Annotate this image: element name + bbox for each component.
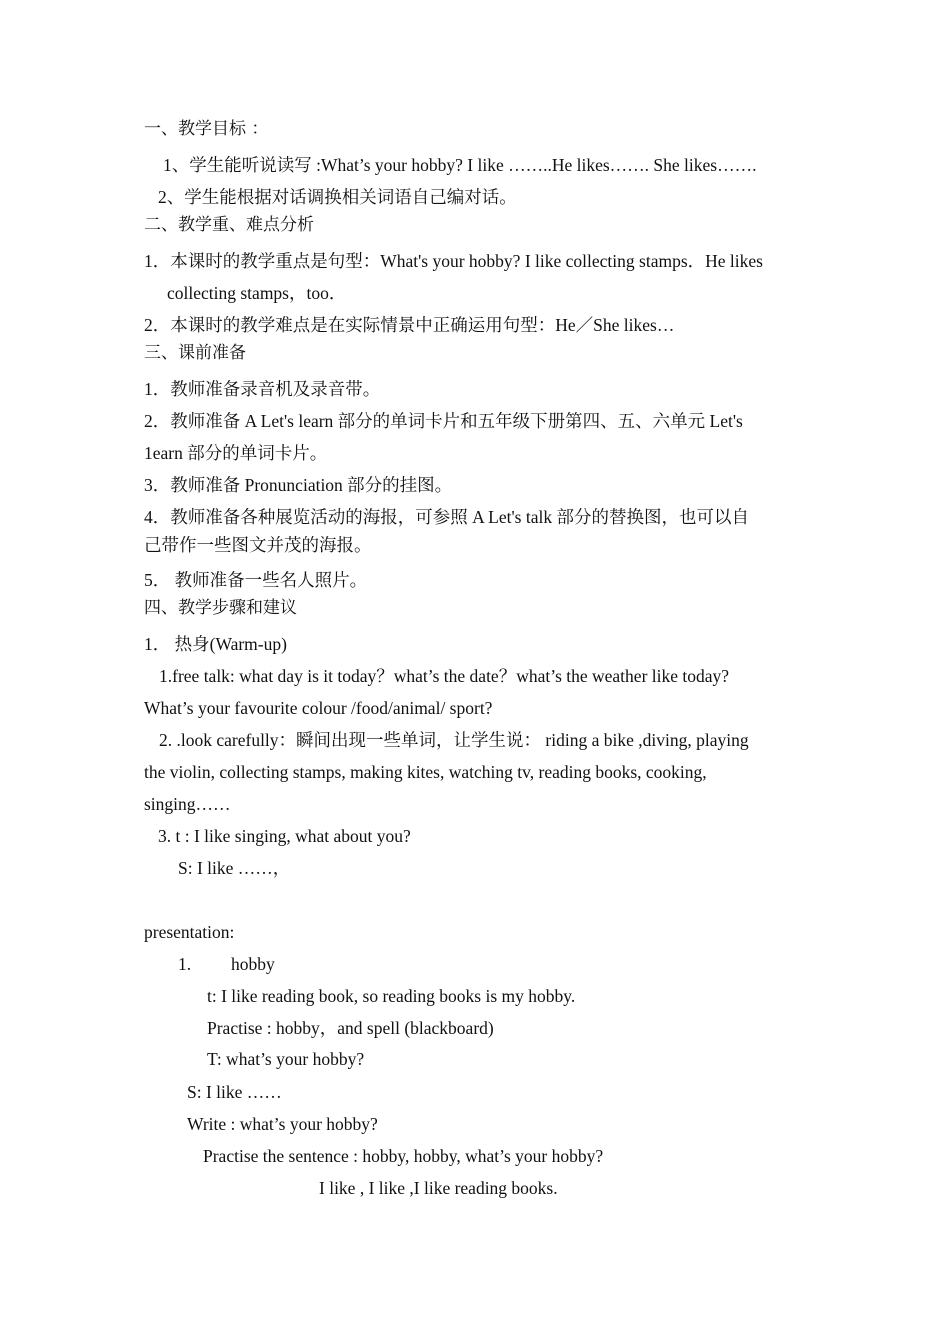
heading-teaching-goals: 一、教学目标 ： xyxy=(144,119,269,139)
prep-item-3: 3．教师准备 Pronunciation 部分的挂图。 xyxy=(144,475,453,495)
presentation-practise-sentence: Practise the sentence : hobby, hobby, what’s your hobby? xyxy=(203,1146,604,1166)
presentation-question: T: what’s your hobby? xyxy=(207,1049,365,1069)
presentation-student-answer: S: I like …… xyxy=(187,1082,282,1102)
key-point-1: 1．本课时的教学重点是句型：What's your hobby? I like collecting stamps．He likes xyxy=(144,251,763,271)
key-point-2: 2．本课时的教学难点是在实际情景中正确运用句型：He／She likes… xyxy=(144,315,675,335)
heading-steps: 四、教学步骤和建议 xyxy=(144,598,297,618)
presentation-write: Write : what’s your hobby? xyxy=(187,1114,378,1134)
step-1-warmup: 1． 热身(Warm-up) xyxy=(144,634,287,654)
prep-item-5: 5． 教师准备一些名人照片。 xyxy=(144,570,368,590)
presentation-chant-line: I like , I like ,I like reading books. xyxy=(319,1178,558,1198)
warmup-look-carefully-end: singing…… xyxy=(144,794,231,814)
warmup-free-talk-cont: What’s your favourite colour /food/animal/ sport? xyxy=(144,698,493,718)
goal-item-1: 1、学生能听说读写 :What’s your hobby? I like ……..He likes……. She likes……. xyxy=(163,155,757,175)
goal-item-2: 2、学生能根据对话调换相关词语自己编对话。 xyxy=(158,187,517,207)
key-point-1-cont: collecting stamps，too． xyxy=(167,283,347,303)
warmup-look-carefully: 2. .look carefully：瞬间出现一些单词，让学生说： riding a bike ,diving, playing xyxy=(159,730,749,750)
presentation-item-number: 1. xyxy=(178,954,192,974)
warmup-dialogue-teacher: 3. t : I like singing, what about you? xyxy=(158,826,411,846)
warmup-free-talk: 1.free talk: what day is it today？what’s the date？what’s the weather like today? xyxy=(159,666,730,686)
warmup-dialogue-student: S: I like ……， xyxy=(178,858,291,878)
prep-item-4-cont: 己带作一些图文并茂的海报。 xyxy=(144,535,372,555)
warmup-look-carefully-cont: the violin, collecting stamps, making kites, watching tv, reading books, cooking, xyxy=(144,762,707,782)
presentation-item-hobby: hobby xyxy=(231,954,275,974)
prep-item-2-cont: 1earn 部分的单词卡片。 xyxy=(144,443,328,463)
prep-item-2: 2．教师准备 A Let's learn 部分的单词卡片和五年级下册第四、五、六单元 Let's xyxy=(144,411,743,431)
presentation-heading: presentation: xyxy=(144,922,235,942)
prep-item-1: 1．教师准备录音机及录音带。 xyxy=(144,379,381,399)
presentation-teacher-line: t: I like reading book, so reading books is my hobby. xyxy=(207,986,576,1006)
prep-item-4: 4．教师准备各种展览活动的海报，可参照 A Let's talk 部分的替换图，也可以自 xyxy=(144,507,749,527)
heading-key-points: 二、教学重、难点分析 xyxy=(144,215,314,235)
heading-preparation: 三、课前准备 xyxy=(144,343,246,363)
presentation-practise: Practise : hobby，and spell (blackboard) xyxy=(207,1018,494,1038)
